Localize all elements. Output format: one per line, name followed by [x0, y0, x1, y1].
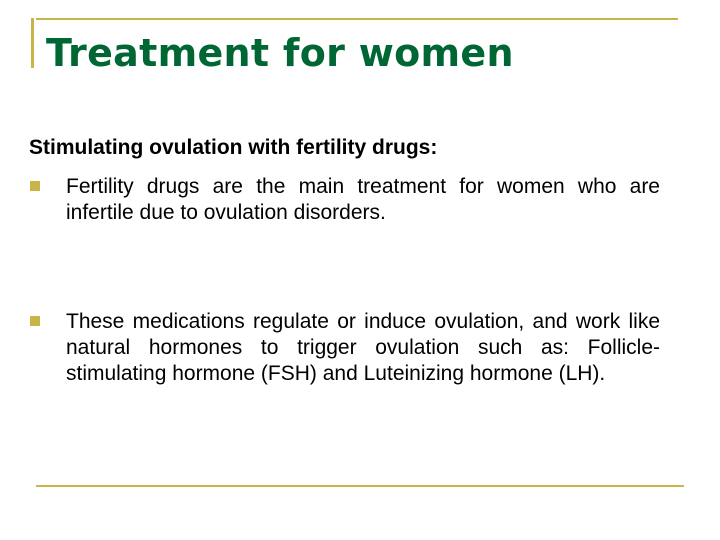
title-accent-bar: [31, 18, 34, 68]
section-subheading: Stimulating ovulation with fertility drugs:: [29, 136, 438, 159]
bullet-text: These medications regulate or induce ovulation, and work like natural hormones to trigger ovulation such as: Follicle-stimulating hormone (FSH) and Luteinizing hormone (LH).: [66, 310, 660, 385]
bottom-divider: [36, 485, 684, 487]
top-divider: [36, 18, 678, 20]
bullet-text: Fertility drugs are the main treatment for women who are infertile due to ovulation disorders.: [66, 175, 660, 224]
bullet-item: [30, 309, 660, 387]
square-bullet-icon: [30, 316, 40, 326]
square-bullet-icon: [30, 181, 40, 191]
bullet-item: [30, 174, 660, 226]
slide-title: Treatment for women: [46, 31, 514, 75]
